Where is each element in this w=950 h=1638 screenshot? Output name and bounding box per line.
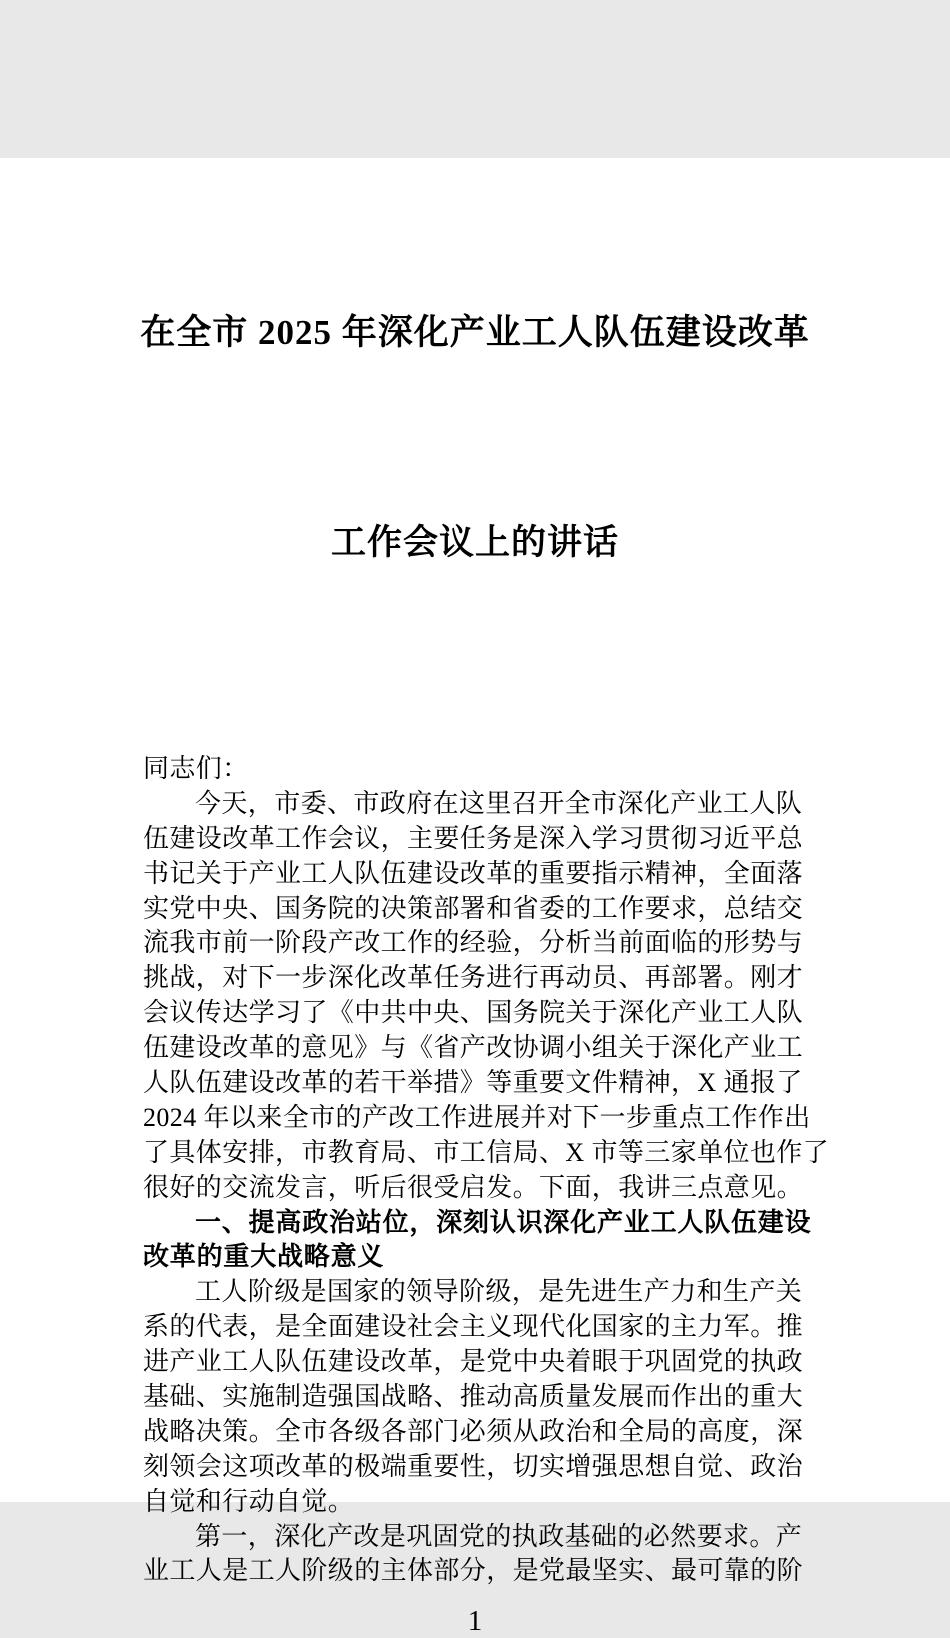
page-number: 1 — [467, 1605, 483, 1638]
salutation-line: 同志们： — [143, 754, 249, 783]
paragraph-line: 自觉和行动自觉。 — [143, 1486, 355, 1516]
paragraph-line: 战略决策。全市各级各部门必须从政治和全局的高度，深 — [143, 1416, 804, 1446]
paragraph-line: 伍建设改革工作会议，主要任务是深入学习贯彻习近平总 — [143, 823, 804, 853]
paragraph-line: 挑战，对下一步深化改革任务进行再动员、再部署。刚才 — [143, 963, 804, 993]
paragraph-line: 了具体安排，市教育局、市工信局、X 市等三家单位也作了 — [143, 1137, 830, 1167]
paragraph-line: 进产业工人队伍建设改革，是党中央着眼于巩固党的执政 — [143, 1347, 804, 1377]
section-heading-line: 一、提高政治站位，深刻认识深化产业工人队伍建设 — [195, 1207, 812, 1237]
document-page — [0, 158, 950, 1638]
paragraph-line: 会议传达学习了《中共中央、国务院关于深化产业工人队 — [143, 998, 804, 1028]
paragraph-line: 刻领会这项改革的极端重要性，切实增强思想自觉、政治 — [143, 1451, 804, 1481]
paragraph-line: 业工人是工人阶级的主体部分，是党最坚实、最可靠的阶 — [143, 1556, 804, 1586]
page-footer — [0, 1604, 950, 1638]
paragraph-line: 伍建设改革的意见》与《省产改协调小组关于深化产业工 — [143, 1033, 804, 1063]
paragraph-line: 2024 年以来全市的产改工作进展并对下一步重点工作作出 — [143, 1102, 811, 1132]
paragraph-line: 工人阶级是国家的领导阶级，是先进生产力和生产关 — [195, 1277, 803, 1307]
section-heading-line: 改革的重大战略意义 — [143, 1242, 385, 1272]
title-line-2: 工作会议上的讲话 — [330, 523, 619, 562]
paragraph-line: 人队伍建设改革的若干举措》等重要文件精神，X 通报了 — [143, 1068, 803, 1098]
paragraph-line: 今天，市委、市政府在这里召开全市深化产业工人队 — [195, 788, 803, 818]
paragraph-line: 流我市前一阶段产改工作的经验，分析当前面临的形势与 — [143, 928, 804, 958]
paragraph-line: 很好的交流发言，听后很受启发。下面，我讲三点意见。 — [143, 1172, 804, 1202]
title-line-1: 在全市 2025 年深化产业工人队伍建设改革 — [140, 313, 810, 352]
paragraph-line: 实党中央、国务院的决策部署和省委的工作要求，总结交 — [143, 893, 804, 923]
paragraph-line: 书记关于产业工人队伍建设改革的重要指示精神，全面落 — [143, 858, 804, 888]
paragraph-line: 第一，深化产改是巩固党的执政基础的必然要求。产 — [195, 1521, 803, 1551]
document-body — [143, 752, 830, 1589]
paragraph-line: 基础、实施制造强国战略、推动高质量发展而作出的重大 — [143, 1382, 804, 1412]
document-title — [80, 158, 870, 718]
paragraph-line: 系的代表，是全面建设社会主义现代化国家的主力军。推 — [143, 1312, 804, 1342]
